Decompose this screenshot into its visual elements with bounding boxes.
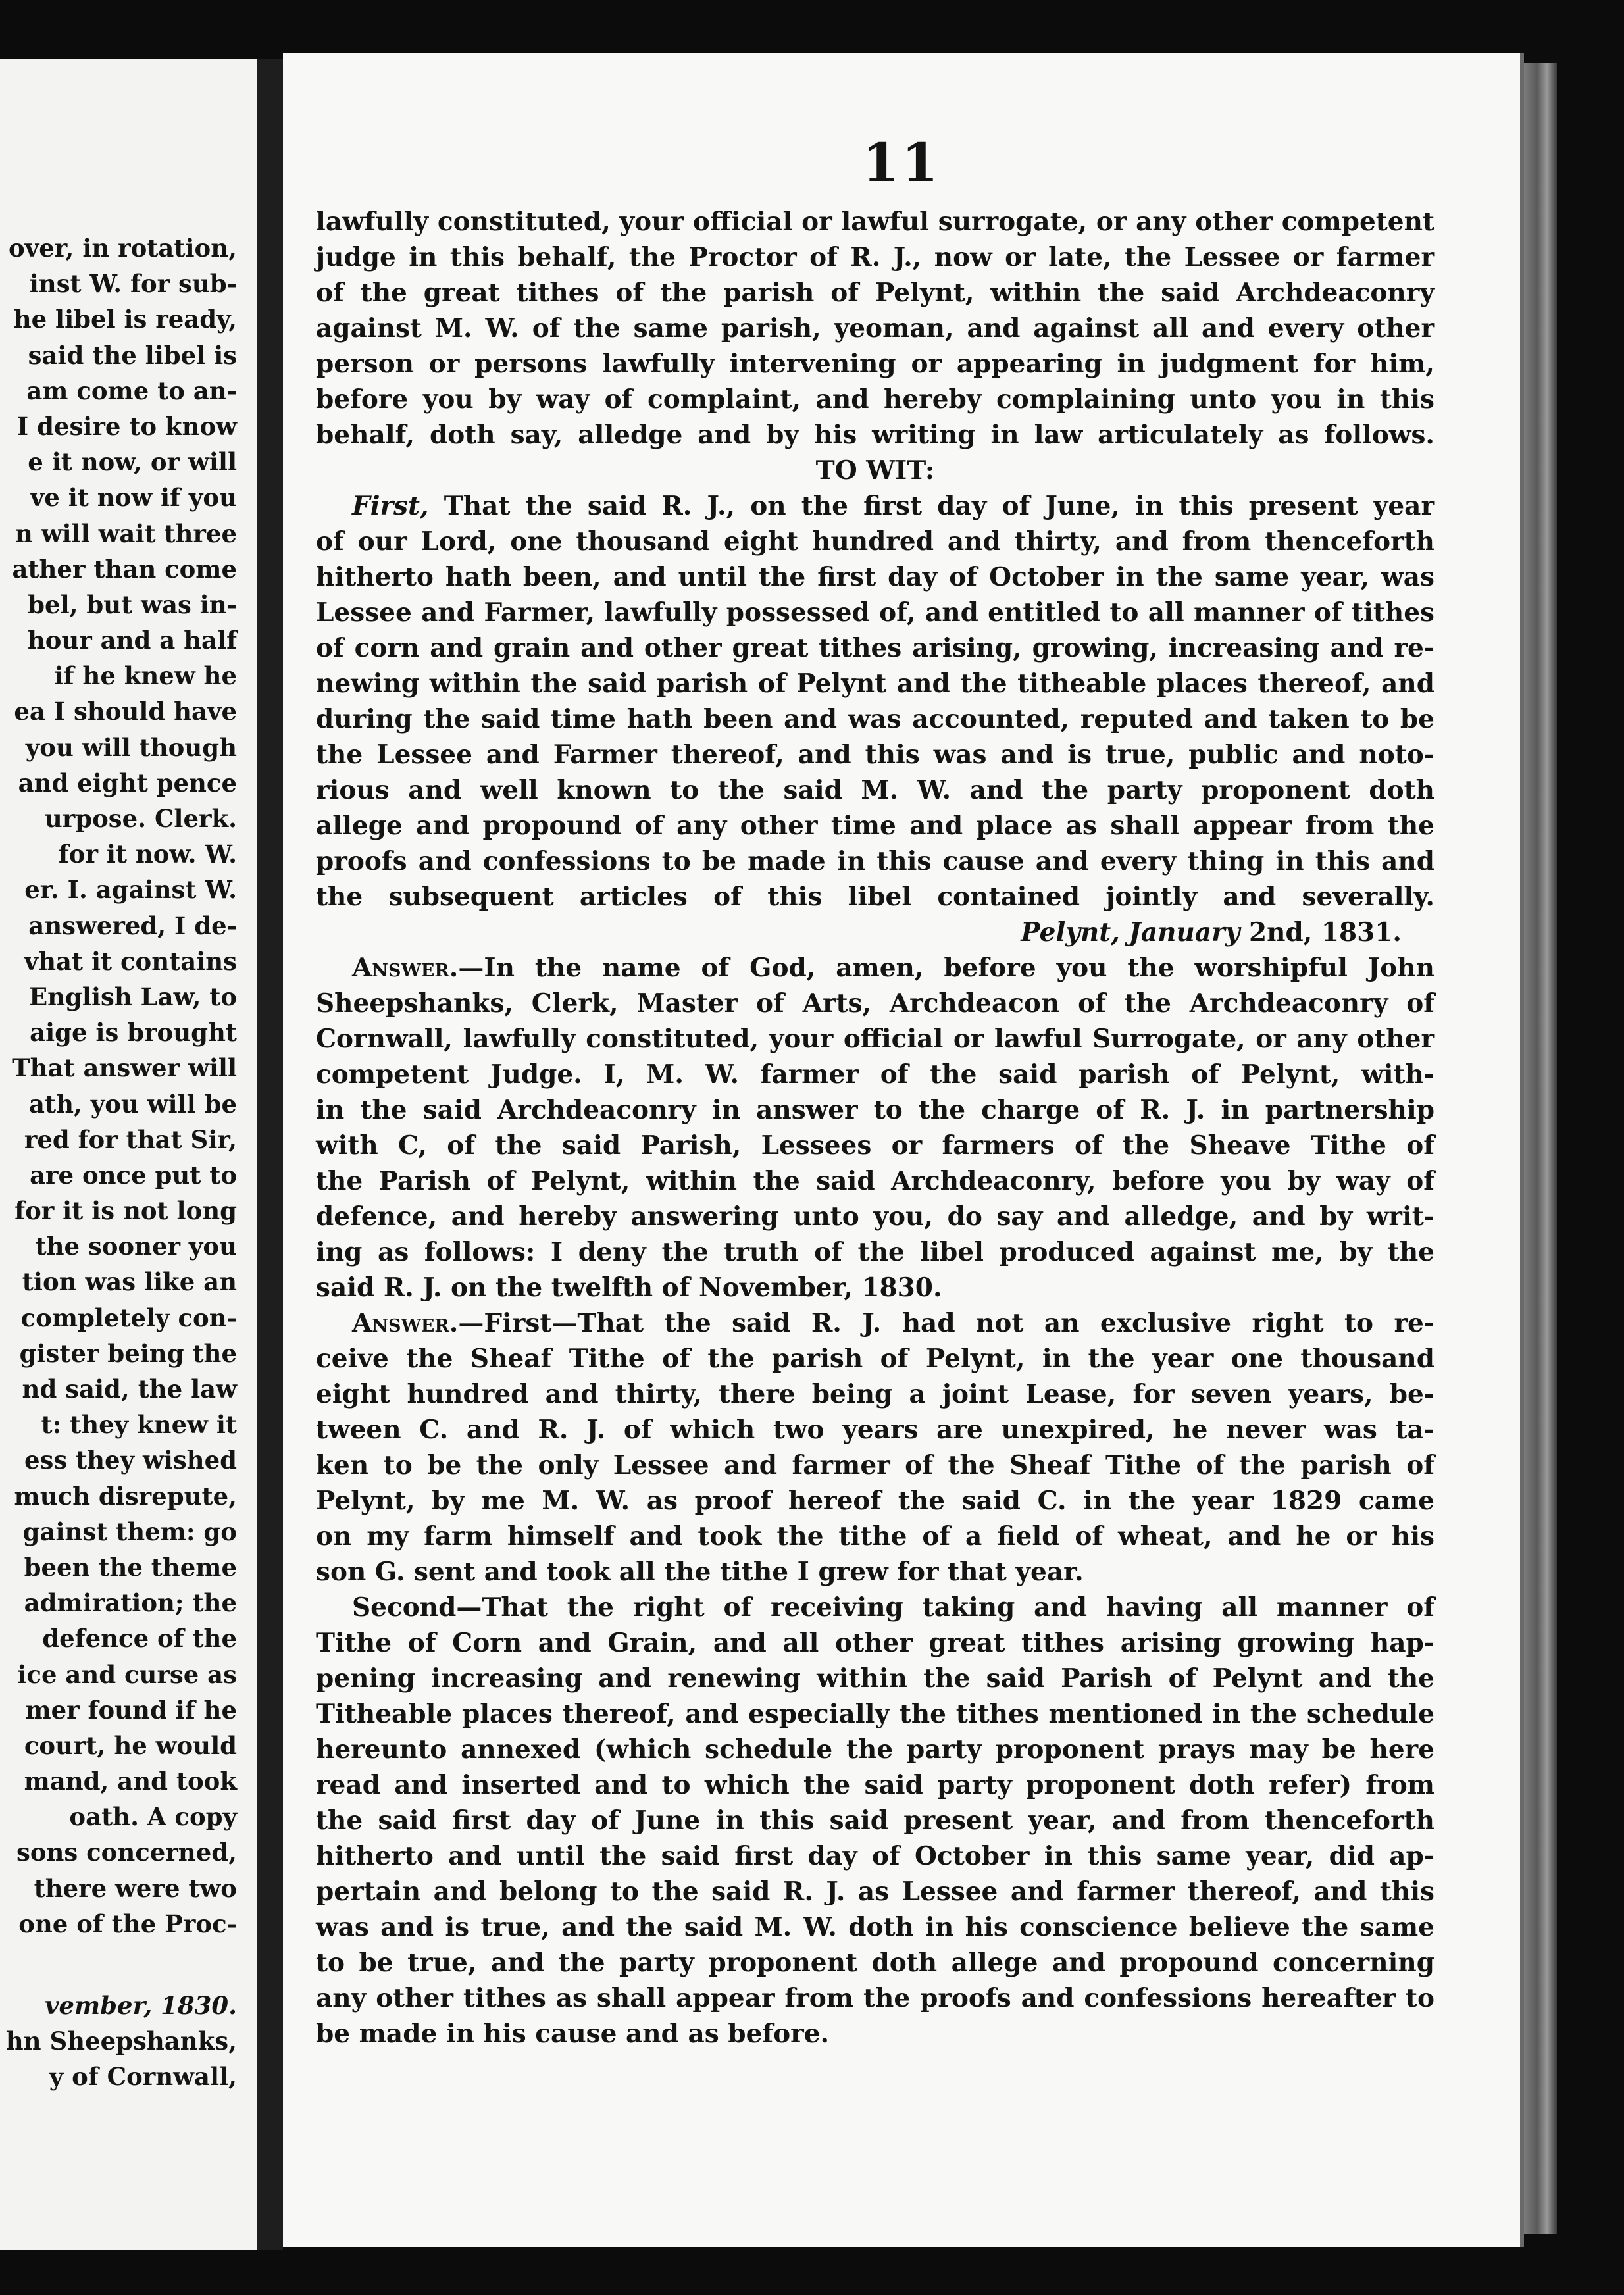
- left-date-line: vember, 1830.: [44, 1991, 237, 2020]
- text-line: the Lessee and Farmer thereof, and this was and is true, public and noto-: [316, 740, 1434, 770]
- text-line: allege and propound of any other time and place as shall appear from the: [316, 811, 1434, 841]
- left-line: I desire to know: [16, 411, 237, 441]
- text-line: Answer.—In the name of God, amen, before you the worshipful John: [352, 953, 1434, 983]
- left-line: over, in rotation,: [9, 234, 237, 263]
- text-line: Lessee and Farmer, lawfully possessed of, and entitled to all manner of tithes: [316, 597, 1434, 628]
- text-line: competent Judge. I, M. W. farmer of the said parish of Pelynt, with-: [316, 1059, 1434, 1090]
- text-line: during the said time hath been and was accounted, reputed and taken to be: [316, 704, 1434, 734]
- left-line: ess they wished: [24, 1446, 237, 1475]
- text-line: son G. sent and took all the tithe I grew for that year.: [316, 1557, 1084, 1587]
- left-line: aige is brought: [30, 1018, 237, 1047]
- left-line: for it is not long: [14, 1196, 237, 1226]
- text-line: Second—That the right of receiving taking and having all manner of: [352, 1592, 1434, 1623]
- left-gap: [0, 1942, 237, 1988]
- text-line: with C, of the said Parish, Lessees or farmers of the Sheave Tithe of: [316, 1130, 1434, 1161]
- left-line: oath. A copy: [69, 1802, 237, 1832]
- page-edge: [1524, 63, 1557, 2234]
- page-body: [316, 204, 1434, 2052]
- text-line: hitherto and until the said first day of October in this same year, did ap-: [316, 1841, 1434, 1871]
- left-line: nd said, the law: [22, 1374, 237, 1403]
- left-closing-line: hn Sheepshanks,: [5, 2027, 237, 2056]
- left-line: completely con-: [20, 1303, 237, 1332]
- text-line: was and is true, and the said M. W. doth in his conscience believe the same: [316, 1912, 1434, 1942]
- left-line: inst W. for sub-: [29, 269, 237, 299]
- answer-label: Answer.: [352, 1308, 459, 1338]
- text-line: hitherto hath been, and until the first day of October in the same year, was: [316, 562, 1434, 592]
- left-line: ea I should have: [14, 697, 237, 726]
- text-line: ken to be the only Lessee and farmer of the Sheaf Tithe of the parish of: [316, 1450, 1434, 1480]
- text-line: judge in this behalf, the Proctor of R. J., now or late, the Lessee or farmer: [316, 242, 1434, 272]
- text-line: in the said Archdeaconry in answer to the charge of R. J. in partnership: [316, 1095, 1434, 1125]
- left-line: sons concerned,: [16, 1838, 237, 1867]
- text-line: Answer.—First—That the said R. J. had not an exclusive right to re-: [352, 1308, 1434, 1338]
- left-line: urpose. Clerk.: [44, 804, 237, 833]
- left-line: court, he would: [24, 1730, 237, 1760]
- left-line: admiration; the: [24, 1588, 237, 1618]
- left-line: hour and a half: [27, 626, 237, 655]
- left-line: are once put to: [30, 1160, 237, 1190]
- text-line: the said first day of June in this said present year, and from thenceforth: [316, 1805, 1434, 1836]
- left-line: mand, and took: [24, 1767, 237, 1796]
- text-line: of our Lord, one thousand eight hundred and thirty, and from thenceforth: [316, 526, 1434, 557]
- left-line: much disrepute,: [14, 1481, 237, 1511]
- text-line: eight hundred and thirty, there being a joint Lease, for seven years, be-: [316, 1379, 1434, 1409]
- text-line: pening increasing and renewing within the said Parish of Pelynt and the: [316, 1663, 1434, 1694]
- left-line: bel, but was in-: [28, 590, 237, 619]
- left-line: ice and curse as: [17, 1659, 237, 1689]
- text-line: Titheable places thereof, and especially the tithes mentioned in the schedule: [316, 1699, 1434, 1729]
- left-line: one of the Proc-: [18, 1909, 237, 1938]
- left-line: ve it now if you: [30, 483, 237, 513]
- left-line: er. I. against W.: [24, 875, 237, 905]
- left-line: vhat it contains: [24, 946, 237, 976]
- left-line: ather than come: [12, 554, 237, 584]
- page-number: 11: [862, 132, 941, 193]
- left-page-text: [0, 230, 237, 2095]
- left-line: you will though: [25, 732, 237, 762]
- book-gutter: [257, 59, 283, 2250]
- text-line: Pelynt, by me M. W. as proof hereof the said C. in the year 1829 came: [316, 1486, 1434, 1516]
- text-line: read and inserted and to which the said party proponent doth refer) from: [316, 1770, 1434, 1800]
- text-line: tween C. and R. J. of which two years are unexpired, he never was ta-: [316, 1415, 1434, 1445]
- left-line: defence of the: [42, 1624, 237, 1653]
- left-line: gainst them: go: [22, 1517, 237, 1546]
- text-line: against M. W. of the same parish, yeoman, and against all and every other: [316, 313, 1434, 343]
- text-line: Tithe of Corn and Grain, and all other great tithes arising growing hap-: [316, 1628, 1434, 1658]
- left-closing-line: y of Cornwall,: [49, 2062, 237, 2092]
- text-line: any other tithes as shall appear from the proofs and confessions hereafter to: [316, 1983, 1434, 2013]
- left-page: [0, 59, 257, 2250]
- text-line: lawfully constituted, your official or lawful surrogate, or any other competent: [316, 207, 1434, 237]
- text-line: of the great tithes of the parish of Pelynt, within the said Archdeaconry: [316, 278, 1434, 308]
- text-line: of corn and grain and other great tithes arising, growing, increasing and re-: [316, 633, 1434, 663]
- text-line: First, That the said R. J., on the first day of June, in this present year: [352, 491, 1434, 521]
- text-line: hereunto annexed (which schedule the party proponent prays may be here: [316, 1734, 1434, 1765]
- left-line: n will wait three: [14, 518, 237, 548]
- left-line: ath, you will be: [29, 1089, 237, 1119]
- left-line: gister being the: [19, 1338, 237, 1368]
- left-line: for it now. W.: [58, 840, 237, 869]
- text-line: behalf, doth say, alledge and by his writing in law articulately as follows.: [316, 420, 1434, 450]
- left-line: That answer will: [12, 1053, 237, 1083]
- text-line: ceive the Sheaf Tithe of the parish of Pelynt, in the year one thousand: [316, 1344, 1434, 1374]
- text-line: rious and well known to the said M. W. and the party proponent doth: [316, 775, 1434, 805]
- text-line: to be true, and the party proponent doth allege and propound concerning: [316, 1948, 1434, 1978]
- text-line: pertain and belong to the said R. J. as Lessee and farmer thereof, and this: [316, 1877, 1434, 1907]
- text-line: Cornwall, lawfully constituted, your official or lawful Surrogate, or any other: [316, 1024, 1434, 1054]
- answer-label: Answer.: [352, 953, 459, 983]
- text-line: the subsequent articles of this libel contained jointly and severally.: [316, 882, 1434, 912]
- left-line: been the theme: [24, 1552, 237, 1582]
- text-line: defence, and hereby answering unto you, do say and alledge, and by writ-: [316, 1201, 1434, 1232]
- left-line: said the libel is: [28, 340, 237, 370]
- text-line: said R. J. on the twelfth of November, 1830.: [316, 1273, 942, 1303]
- left-line: there were two: [34, 1873, 237, 1903]
- text-line: proofs and confessions to be made in this cause and every thing in this and: [316, 846, 1434, 876]
- left-line: answered, I de-: [28, 911, 237, 940]
- left-line: am come to an-: [26, 376, 237, 405]
- left-line: he libel is ready,: [13, 305, 237, 334]
- left-line: if he knew he: [54, 661, 237, 691]
- left-line: red for that Sir,: [24, 1124, 237, 1154]
- signature-line: Pelynt, January 2nd, 1831.: [1021, 917, 1402, 947]
- text-line: the Parish of Pelynt, within the said Archdeaconry, before you by way of: [316, 1166, 1434, 1196]
- left-line: tion was like an: [22, 1267, 237, 1297]
- left-line: mer found if he: [25, 1695, 237, 1725]
- left-line: t: they knew it: [41, 1410, 237, 1440]
- text-line: person or persons lawfully intervening or appearing in judgment for him,: [316, 349, 1434, 379]
- left-line: the sooner you: [35, 1232, 237, 1261]
- left-line: English Law, to: [28, 982, 237, 1011]
- left-line: and eight pence: [18, 768, 237, 797]
- text-line: be made in his cause and as before.: [316, 2019, 830, 2049]
- right-page: [283, 53, 1524, 2247]
- left-line: e it now, or will: [28, 447, 237, 477]
- to-wit-heading: TO WIT:: [815, 455, 935, 486]
- text-line: ing as follows: I deny the truth of the libel produced against me, by the: [316, 1237, 1434, 1267]
- text-line: on my farm himself and took the tithe of a field of wheat, and he or his: [316, 1521, 1434, 1551]
- text-line: newing within the said parish of Pelynt and the titheable places thereof, and: [316, 668, 1434, 699]
- text-line: Sheepshanks, Clerk, Master of Arts, Archdeacon of the Archdeaconry of: [316, 988, 1434, 1019]
- text-line: before you by way of complaint, and hereby complaining unto you in this: [316, 384, 1434, 415]
- first-label: First,: [352, 491, 429, 521]
